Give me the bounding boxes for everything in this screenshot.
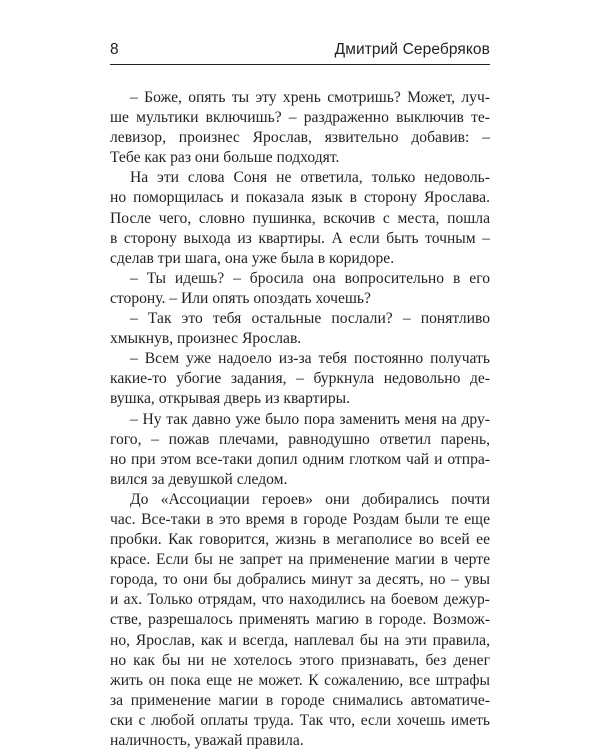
page-number: 8 xyxy=(110,41,119,58)
text-line: вился за девушкой следом. xyxy=(110,470,288,488)
text-line: сторону. – Или опять опоздать хочешь? xyxy=(110,289,371,307)
text-line: пробки. Как говорится, жизнь в мегаполисе во всей ее xyxy=(110,531,490,549)
text-line: Тебе как раз они больше подходят. xyxy=(110,149,340,167)
text-line: – Ну так давно уже было пора заменить меня на дру- xyxy=(130,410,490,428)
text-line: красе. Если бы не запрет на применение магии в черте xyxy=(110,551,490,569)
header-rule xyxy=(110,64,490,65)
text-line: какие-то убогие задания, – буркнула недовольно де- xyxy=(110,370,490,388)
text-line: в сторону выхода из квартиры. А если быть точным – xyxy=(110,229,490,247)
text-line: – Боже, опять ты эту хрень смотришь? Может, луч- xyxy=(130,89,490,106)
text-line: ше мультики включишь? – раздраженно выключив те- xyxy=(110,109,490,127)
text-line: – Так это тебя остальные послали? – понятливо xyxy=(130,310,490,328)
text-line: но как бы ни не хотелось этого признавать, без денег xyxy=(110,651,490,669)
text-line: ски с любой оплаты труда. Так что, если хочешь иметь xyxy=(110,711,490,729)
text-line: гого, – пожав плечами, равнодушно ответил парень, xyxy=(110,430,490,448)
text-line: за применение магии в городе снимались автоматиче- xyxy=(110,691,490,709)
text-line: После чего, словно пушинка, вскочив с места, пошла xyxy=(110,209,490,227)
text-line: но, Ярослав, как и всегда, наплевал бы на эти правила, xyxy=(110,631,490,649)
text-line: – Всем уже надоело из-за тебя постоянно получать xyxy=(130,350,490,368)
text-line: час. Все-таки в это время в городе Роздам были те еще xyxy=(110,510,490,528)
text-line: но поморщилась и показала язык в сторону Ярослава. xyxy=(110,189,490,207)
text-line: но при этом все-таки допил одним глотком чай и отпра- xyxy=(110,450,490,468)
text-line: – Ты идешь? – бросила она вопросительно в его xyxy=(130,269,490,287)
page-header xyxy=(110,38,490,64)
text-line: На эти слова Соня не ответила, только недоволь- xyxy=(130,169,490,187)
text-line: До «Ассоциации героев» они добирались почти xyxy=(130,490,490,508)
text-line: хмыкнув, произнес Ярослав. xyxy=(110,330,302,348)
text-line: стве, разрешалось применять магию в городе. Возмож- xyxy=(110,611,490,629)
text-line: наличность, уважай правила. xyxy=(110,732,304,749)
text-line: левизор, произнес Ярослав, язвительно добавив: – xyxy=(110,129,490,147)
body-text xyxy=(110,88,490,751)
running-head-author: Дмитрий Серебряков xyxy=(334,41,490,58)
text-line: жить он пока еще не может. К сожалению, все штрафы xyxy=(110,671,490,689)
text-line: города, то они бы добрались минут за десять, но – увы xyxy=(110,571,490,589)
text-line: сделав три шага, она уже была в коридоре. xyxy=(110,249,395,267)
text-line: и ах. Только отрядам, что находились на боевом дежур- xyxy=(110,591,490,609)
text-line: вушка, открывая дверь из квартиры. xyxy=(110,390,351,408)
